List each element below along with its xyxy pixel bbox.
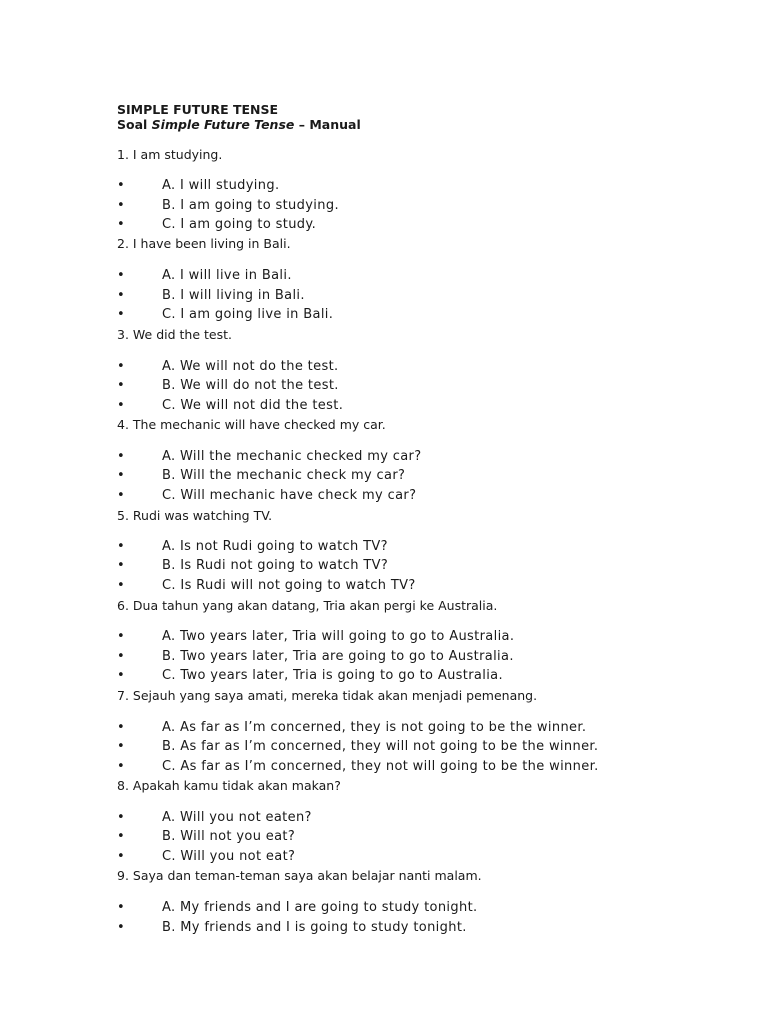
bullet-icon: • xyxy=(117,900,126,915)
option-text: A. We will not do the test. xyxy=(162,359,339,374)
bullet-icon: • xyxy=(117,759,126,774)
option-text: A. Two years later, Tria will going to go to Australia. xyxy=(162,629,515,644)
bullet-icon: • xyxy=(117,288,126,303)
option-text: B. My friends and I is going to study tonight. xyxy=(162,920,467,935)
option-text: C. Will you not eat? xyxy=(162,849,296,864)
option-text: A. Will you not eaten? xyxy=(162,810,312,825)
question-prompt: 8. Apakah kamu tidak akan makan? xyxy=(117,778,341,793)
bullet-icon: • xyxy=(117,668,126,683)
bullet-icon: • xyxy=(117,649,126,664)
option-text: B. I will living in Bali. xyxy=(162,288,305,303)
document-subtitle xyxy=(117,116,361,133)
bullet-icon: • xyxy=(117,739,126,754)
option-text: A. I will live in Bali. xyxy=(162,268,292,283)
bullet-icon: • xyxy=(117,849,126,864)
bullet-icon: • xyxy=(117,539,126,554)
bullet-icon: • xyxy=(117,198,126,213)
question-prompt: 7. Sejauh yang saya amati, mereka tidak akan menjadi pemenang. xyxy=(117,688,538,703)
option-text: B. Two years later, Tria are going to go to Australia. xyxy=(162,649,514,664)
bullet-icon: • xyxy=(117,720,126,735)
question-prompt: 3. We did the test. xyxy=(117,327,232,342)
bullet-icon: • xyxy=(117,810,126,825)
bullet-icon: • xyxy=(117,178,126,193)
bullet-icon: • xyxy=(117,449,126,464)
bullet-icon: • xyxy=(117,829,126,844)
option-text: A. I will studying. xyxy=(162,178,280,193)
bullet-icon: • xyxy=(117,378,126,393)
option-text: C. I am going live in Bali. xyxy=(162,307,334,322)
option-text: A. Is not Rudi going to watch TV? xyxy=(162,539,388,554)
bullet-icon: • xyxy=(117,578,126,593)
bullet-icon: • xyxy=(117,268,126,283)
question-prompt: 6. Dua tahun yang akan datang, Tria akan pergi ke Australia. xyxy=(117,598,498,613)
bullet-icon: • xyxy=(117,398,126,413)
bullet-icon: • xyxy=(117,629,126,644)
option-text: C. Two years later, Tria is going to go to Australia. xyxy=(162,668,503,683)
option-text: B. Will the mechanic check my car? xyxy=(162,468,406,483)
question-prompt: 4. The mechanic will have checked my car. xyxy=(117,417,386,432)
option-text: B. We will do not the test. xyxy=(162,378,339,393)
option-text: C. Will mechanic have check my car? xyxy=(162,488,417,503)
subtitle-prefix: Soal xyxy=(117,117,148,132)
option-text: C. I am going to study. xyxy=(162,217,317,232)
bullet-icon: • xyxy=(117,558,126,573)
question-prompt: 2. I have been living in Bali. xyxy=(117,236,291,251)
subtitle-italic: Simple Future Tense xyxy=(151,117,295,132)
bullet-icon: • xyxy=(117,359,126,374)
option-text: B. Will not you eat? xyxy=(162,829,296,844)
bullet-icon: • xyxy=(117,488,126,503)
question-prompt: 1. I am studying. xyxy=(117,147,223,162)
option-text: A. As far as I’m concerned, they is not going to be the winner. xyxy=(162,720,587,735)
option-text: C. As far as I’m concerned, they not will going to be the winner. xyxy=(162,759,599,774)
bullet-icon: • xyxy=(117,920,126,935)
option-text: B. As far as I’m concerned, they will not going to be the winner. xyxy=(162,739,599,754)
document-title: SIMPLE FUTURE TENSE xyxy=(117,102,279,117)
question-prompt: 5. Rudi was watching TV. xyxy=(117,508,273,523)
option-text: B. I am going to studying. xyxy=(162,198,339,213)
bullet-icon: • xyxy=(117,468,126,483)
bullet-icon: • xyxy=(117,307,126,322)
option-text: B. Is Rudi not going to watch TV? xyxy=(162,558,389,573)
option-text: A. Will the mechanic checked my car? xyxy=(162,449,422,464)
option-text: C. Is Rudi will not going to watch TV? xyxy=(162,578,416,593)
option-text: C. We will not did the test. xyxy=(162,398,344,413)
option-text: A. My friends and I are going to study tonight. xyxy=(162,900,478,915)
bullet-icon: • xyxy=(117,217,126,232)
question-prompt: 9. Saya dan teman-teman saya akan belajar nanti malam. xyxy=(117,868,482,883)
subtitle-suffix: – Manual xyxy=(298,117,361,132)
